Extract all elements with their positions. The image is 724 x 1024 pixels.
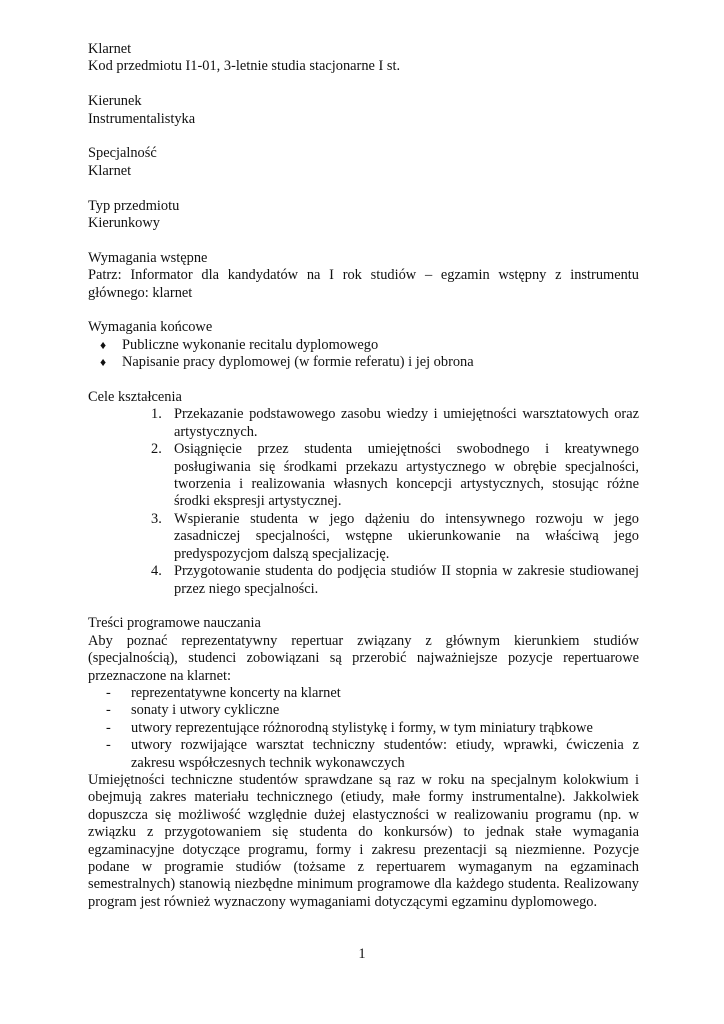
list-item: 3. Wspieranie studenta w jego dążeniu do intensywnego rozwoju w jego zasadniczej specjalności, wstępne ukierunkowanie na właściwą jego predyspozycjom dalszą specjalizację. (151, 510, 639, 562)
specjalnosc-label: Specjalność (88, 145, 157, 162)
tresci-list (88, 685, 639, 772)
tresci-label: Treści programowe nauczania (88, 615, 261, 632)
dash-bullet-icon: - (106, 684, 111, 701)
kierunek-value: Instrumentalistyka (88, 110, 196, 127)
list-item: 4. Przygotowanie studenta do podjęcia studiów II stopnia w zakresie studiowanej przez niego specjalności. (151, 563, 639, 597)
dash-bullet-icon: - (106, 737, 111, 754)
tresci-intro: Aby poznać reprezentatywny repertuar związany z głównym kierunkiem studiów (specjalnością), studenci zobowiązani są przerobić najważniejsze pozycje repertuarowe przeznaczone na klarnet: (88, 632, 639, 684)
dash-bullet-icon: - (106, 719, 111, 736)
diamond-bullet-icon: ♦ (100, 355, 107, 370)
list-item: - utwory reprezentujące różnorodną stylistykę i formy, w tym miniatury trąbkowe (106, 719, 593, 736)
typ-label: Typ przedmiotu (88, 197, 180, 214)
list-item: ♦ Napisanie pracy dyplomowej (w formie referatu) i jej obrona (100, 354, 474, 371)
wymagania-koncowe-label: Wymagania końcowe (88, 319, 213, 336)
list-item: - utwory rozwijające warsztat techniczny studentów: etiudy, wprawki, ćwiczenia z zakresu współczesnych technik wykonawczych (106, 737, 639, 771)
list-item: - reprezentatywne koncerty na klarnet (106, 684, 341, 701)
list-item: 2. Osiągnięcie przez studenta umiejętności swobodnego i kreatywnego posługiwania się środkami przekazu artystycznego w obrębie specjalności, tworzenia i realizowania własnych koncepcji artystycznych, stosując różne środki ekspresji artystycznej. (151, 441, 639, 510)
page-number: 1 (358, 946, 366, 962)
document-page (88, 41, 639, 911)
typ-value: Kierunkowy (88, 215, 160, 232)
wymagania-wstepne-text: Patrz: Informator dla kandydatów na I rok studiów – egzamin wstępny z instrumentu głównego: klarnet (88, 267, 639, 301)
wymagania-koncowe-list (88, 337, 639, 372)
cele-list (88, 406, 639, 597)
tresci-closing: Umiejętności techniczne studentów sprawdzane są raz w roku na specjalnym kolokwium i obejmują zakres materiału technicznego (etiudy, małe formy instrumentalne). Jakkolwiek dopuszcza się możliwość względnie dużej elastyczności w realizowaniu programu (np. w związku z przygotowaniem się studenta do konkursów) to jednak stałe wymagania egzaminacyjne dotyczące programu, formy i zakresu prezentacji są niezmienne. Pozycje podane w programie studiów (tożsame z repertuarem wymaganym na egzaminach semestralnych) stanowią niezbędne minimum programowe dla każdego studenta. Realizowany program jest również wyznaczony wymaganiami dotyczącymi egzaminu dyplomowego. (88, 771, 639, 910)
wymagania-wstepne-label: Wymagania wstępne (88, 249, 208, 266)
dash-bullet-icon: - (106, 702, 111, 719)
specjalnosc-value: Klarnet (88, 162, 132, 179)
list-item: 1. Przekazanie podstawowego zasobu wiedzy i umiejętności warsztatowych oraz artystycznych. (151, 406, 639, 440)
list-item: - sonaty i utwory cykliczne (106, 702, 280, 719)
cele-label: Cele kształcenia (88, 389, 182, 406)
course-title: Klarnet (88, 41, 132, 57)
diamond-bullet-icon: ♦ (100, 337, 107, 352)
list-item: ♦ Publiczne wykonanie recitalu dyplomowego (100, 336, 379, 353)
kierunek-label: Kierunek (88, 93, 142, 110)
course-code: Kod przedmiotu I1-01, 3-letnie studia stacjonarne I st. (88, 58, 401, 75)
